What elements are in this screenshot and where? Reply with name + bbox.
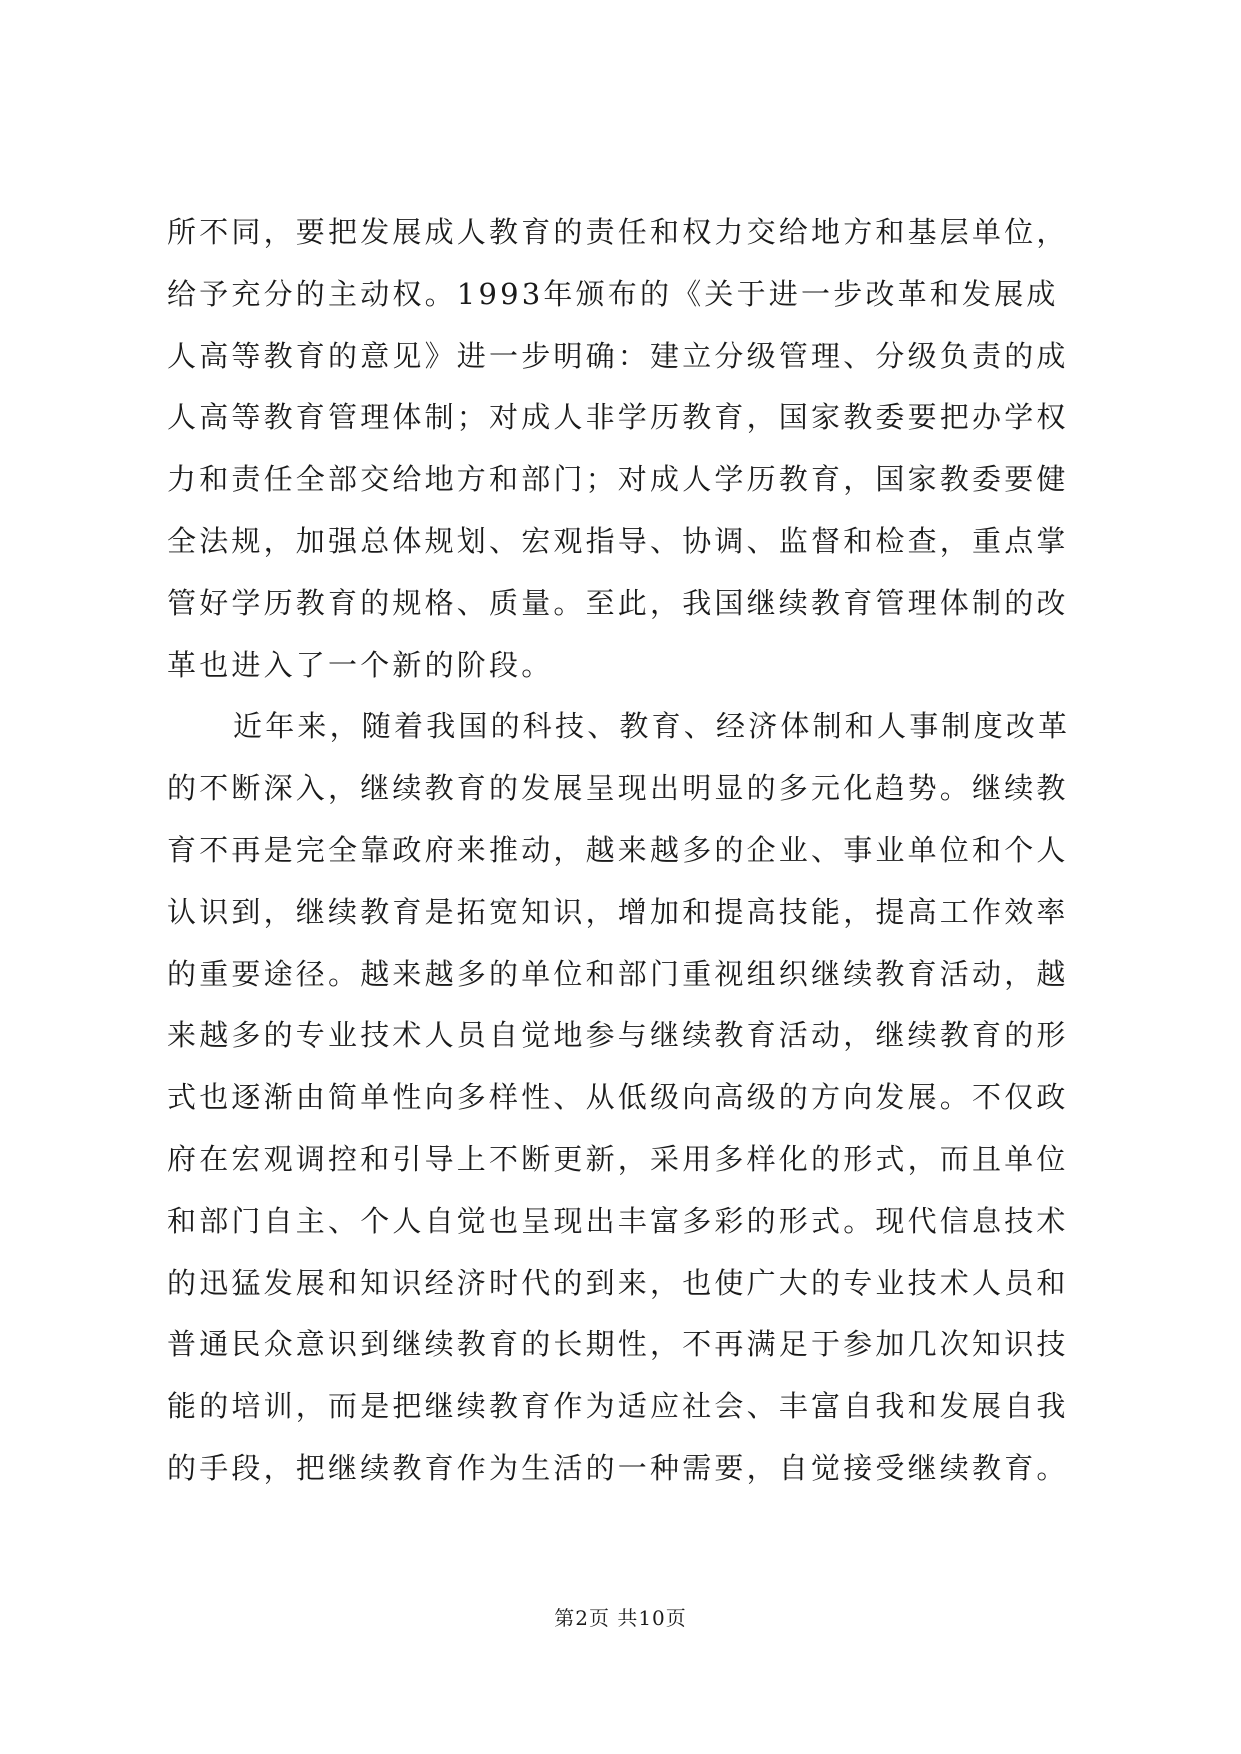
text-line: 的重要途径。越来越多的单位和部门重视组织继续教育活动，越 [167,956,1069,991]
text-line: 来越多的专业技术人员自觉地参与继续教育活动，继续教育的形 [167,1018,1069,1053]
text-line: 的手段，把继续教育作为生活的一种需要，自觉接受继续教育。 [167,1450,1069,1485]
text-line: 普通民众意识到继续教育的长期性，不再满足于参加几次知识技 [167,1327,1069,1362]
text-line: 近年来，随着我国的科技、教育、经济体制和人事制度改革 [233,709,1071,744]
text-line: 人高等教育的意见》进一步明确：建立分级管理、分级负责的成 [167,338,1069,373]
text-line: 所不同，要把发展成人教育的责任和权力交给地方和基层单位， [167,215,1069,249]
text-line: 和部门自主、个人自觉也呈现出丰富多彩的形式。现代信息技术 [167,1203,1069,1238]
paragraph-1 [167,202,1079,696]
text-line: 认识到，继续教育是拓宽知识，增加和提高技能，提高工作效率 [167,894,1069,929]
text-line: 人高等教育管理体制；对成人非学历教育，国家教委要把办学权 [167,400,1069,435]
body-text [167,202,1079,1500]
text-line: 革也进入了一个新的阶段。 [167,647,554,682]
paragraph-2 [167,696,1079,1499]
text-line: 府在宏观调控和引导上不断更新，采用多样化的形式，而且单位 [167,1141,1069,1176]
text-line: 的迅猛发展和知识经济时代的到来，也使广大的专业技术人员和 [167,1265,1069,1300]
text-line: 全法规，加强总体规划、宏观指导、协调、监督和检查，重点掌 [167,523,1069,558]
page-number-footer: 第2页 共10页 [554,1606,687,1630]
text-line: 管好学历教育的规格、质量。至此，我国继续教育管理体制的改 [167,585,1069,620]
text-line: 的不断深入，继续教育的发展呈现出明显的多元化趋势。继续教 [167,771,1069,806]
text-line: 育不再是完全靠政府来推动，越来越多的企业、事业单位和个人 [167,832,1069,867]
text-line: 力和责任全部交给地方和部门；对成人学历教育，国家教委要健 [167,462,1069,497]
text-line: 给予充分的主动权。1993年颁布的《关于进一步改革和发展成 [167,276,1059,311]
text-line: 能的培训，而是把继续教育作为适应社会、丰富自我和发展自我 [167,1389,1069,1424]
text-line: 式也逐渐由简单性向多样性、从低级向高级的方向发展。不仅政 [167,1080,1069,1115]
